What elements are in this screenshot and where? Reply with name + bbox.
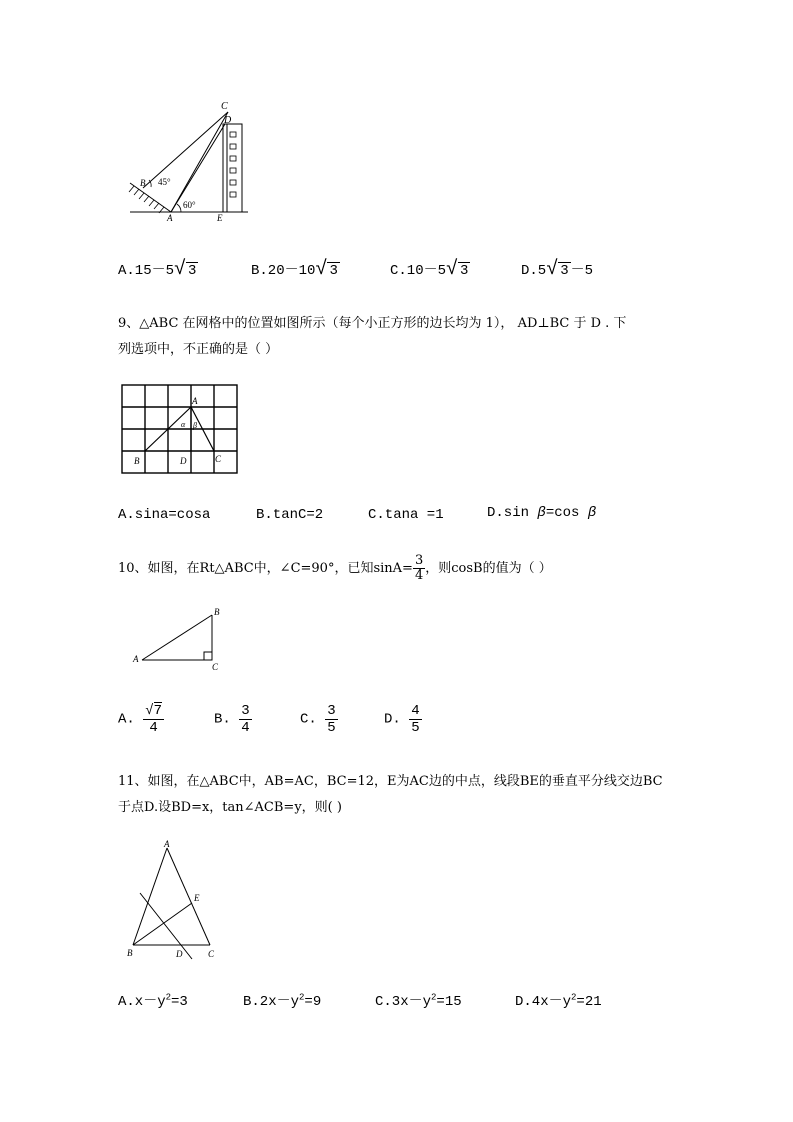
q8-slope-line <box>130 183 171 212</box>
q8-line-BC <box>143 112 228 188</box>
q8-option-d: D.5√ 3 －5 <box>521 258 594 281</box>
q9-label-D: D <box>180 456 187 466</box>
q11-label-B: B <box>127 948 133 958</box>
q9-option-a: A.sina=cosa <box>118 507 211 523</box>
q9-label-alpha: α <box>181 420 186 429</box>
q10-label-C: C <box>212 662 219 672</box>
q10-question: 10、如图，在Rt△ABC中，∠C=90°，已知sinA= $\frac{3}{4}$ ，则cosB的值为（ ） <box>118 553 552 583</box>
q8-figure <box>120 95 260 225</box>
q8-option-b: B.20－10√ 3 <box>251 258 338 281</box>
q9-question-line2: 列选项中，不正确的是（ ） <box>118 342 279 357</box>
q8-slope-hatching <box>129 186 164 213</box>
q8-label-angle-45: 45° <box>158 177 171 187</box>
q11-triangle-figure <box>120 835 230 965</box>
sqrt-symbol: √ <box>446 258 459 281</box>
q8-option-a: A.15－5√ 3 <box>118 258 197 281</box>
q10-label-A: A <box>133 654 139 664</box>
q10-option-a: A. $\frac{√7}{4}$ <box>118 703 163 736</box>
q9-grid-figure <box>120 383 240 475</box>
q11-label-E: E <box>194 893 200 903</box>
sqrt-symbol: √ <box>546 258 559 281</box>
q8-label-angle-60: 60° <box>183 200 196 210</box>
q9-option-c: C.tana =1 <box>368 507 444 523</box>
q11-label-C: C <box>208 949 215 959</box>
q8-label-D: D <box>224 115 232 126</box>
q11-option-b: $B.2x-y^2=9$ <box>243 992 322 1010</box>
q10-option-c: C. $\frac{3}{5}$ <box>300 703 336 736</box>
q9-option-b: B.tanC=2 <box>256 507 324 523</box>
q10-label-B: B <box>214 607 220 617</box>
q11-option-d: $D.4x-y^2=21$ <box>515 992 602 1010</box>
q8-label-B: B <box>140 178 146 188</box>
q8-line-AD <box>171 124 225 212</box>
q9-label-A: A <box>192 396 198 406</box>
q10-triangle <box>142 615 212 660</box>
q8-line-AC <box>171 112 228 212</box>
q9-label-B: B <box>134 456 140 466</box>
sqrt-symbol: √ <box>174 258 187 281</box>
q8-angle-arc-60 <box>177 204 181 212</box>
sqrt-symbol: √ <box>145 703 154 719</box>
q10-fraction: $\frac{3}{4}$ <box>414 553 424 583</box>
q11-triangle <box>133 848 210 959</box>
q10-triangle-figure <box>130 605 230 675</box>
q8-label-E: E <box>217 213 223 223</box>
q8-label-C: C <box>221 101 228 112</box>
q9-label-C: C <box>215 454 222 464</box>
q11-question-line1: 11、如图，在△ABC中，AB=AC，BC=12，E为AC边的中点，线段BE的垂直平分线交边BC <box>118 774 663 789</box>
q9-question-line1: 9、△ABC 在网格中的位置如图所示（每个小正方形的边长均为 1）， AD⊥BC 于 D . 下 <box>118 316 627 331</box>
q8-label-A: A <box>167 213 173 223</box>
q9-option-d: D.sin β=cos β <box>487 505 597 521</box>
q8-option-c: C.10－5√ 3 <box>390 258 469 281</box>
q11-option-a: $A.x-y^2=3$ <box>118 992 188 1010</box>
q11-label-D: D <box>176 949 183 959</box>
sqrt-symbol: √ <box>315 258 328 281</box>
q11-question-line2: 于点D.设BD=x，tan∠ACB=y，则( ) <box>118 800 342 815</box>
q11-option-c: $C.3x-y^2=15$ <box>375 992 462 1010</box>
q8-building-windows <box>230 132 236 197</box>
q11-label-A: A <box>164 839 170 849</box>
q10-option-d: D. $\frac{4}{5}$ <box>384 703 420 736</box>
q9-label-beta: β <box>193 421 197 430</box>
q10-option-b: B. $\frac{3}{4}$ <box>214 703 250 736</box>
